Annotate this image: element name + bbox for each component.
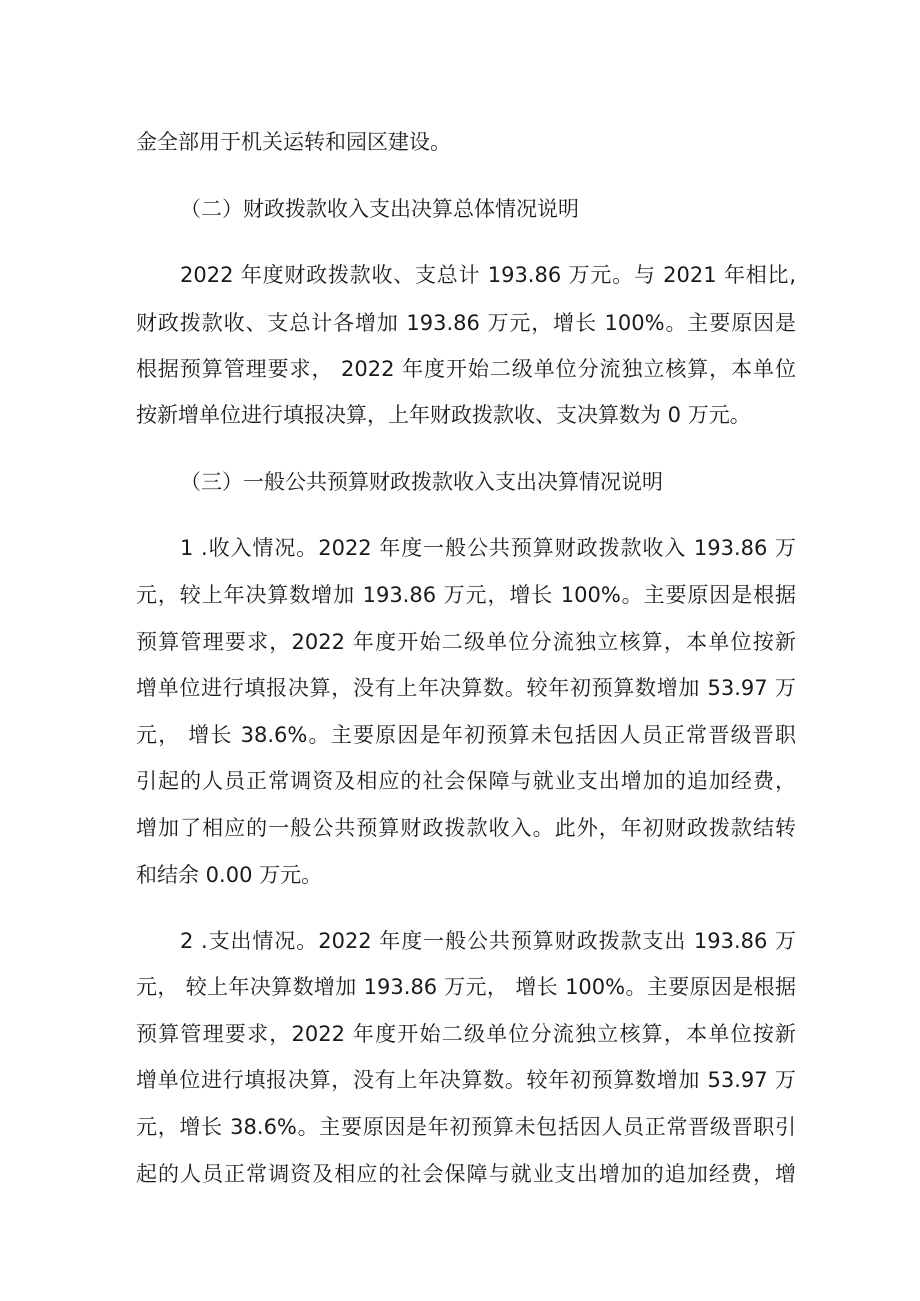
paragraph-line: 引起的人员正常调资及相应的社会保障与就业支出增加的追加经费， [136,769,796,793]
paragraph-line: 起的人员正常调资及相应的社会保障与就业支出增加的追加经费，增 [136,1162,796,1186]
paragraph-line: 预算管理要求，2022 年度开始二级单位分流独立核算，本单位按新 [136,1022,796,1046]
paragraph-line: 元，较上年决算数增加 193.86 万元，增长 100%。主要原因是根据 [136,583,796,607]
paragraph-line: 增单位进行填报决算，没有上年决算数。较年初预算数增加 53.97 万 [136,676,796,700]
paragraph-line: 预算管理要求，2022 年度开始二级单位分流独立核算，本单位按新 [136,630,796,654]
paragraph-line: 元，增长 38.6%。主要原因是年初预算未包括因人员正常晋级晋职引 [136,1115,796,1139]
section-heading-3: （三）一般公共预算财政拨款收入支出决算情况说明 [180,470,663,494]
paragraph-line: 2 .支出情况。2022 年度一般公共预算财政拨款支出 193.86 万 [180,929,796,953]
paragraph-line: 1 .收入情况。2022 年度一般公共预算财政拨款收入 193.86 万 [180,536,796,560]
paragraph-line: 财政拨款收、支总计各增加 193.86 万元，增长 100%。主要原因是 [136,311,796,335]
paragraph-line: 2022 年度财政拨款收、支总计 193.86 万元。与 2021 年相比, [180,263,796,287]
paragraph-line: 根据预算管理要求， 2022 年度开始二级单位分流独立核算，本单位 [136,357,796,381]
paragraph-line: 金全部用于机关运转和园区建设。 [136,130,451,154]
paragraph-line: 按新增单位进行填报决算，上年财政拨款收、支决算数为 0 万元。 [136,403,751,427]
paragraph-line: 增加了相应的一般公共预算财政拨款收入。此外，年初财政拨款结转 [136,816,796,840]
paragraph-line: 增单位进行填报决算，没有上年决算数。较年初预算数增加 53.97 万 [136,1068,796,1092]
paragraph-line: 和结余 0.00 万元。 [136,863,323,887]
paragraph-line: 元， 增长 38.6%。主要原因是年初预算未包括因人员正常晋级晋职 [136,723,796,747]
paragraph-line: 元， 较上年决算数增加 193.86 万元， 增长 100%。主要原因是根据 [136,975,796,999]
section-heading-2: （二）财政拨款收入支出决算总体情况说明 [180,197,579,221]
